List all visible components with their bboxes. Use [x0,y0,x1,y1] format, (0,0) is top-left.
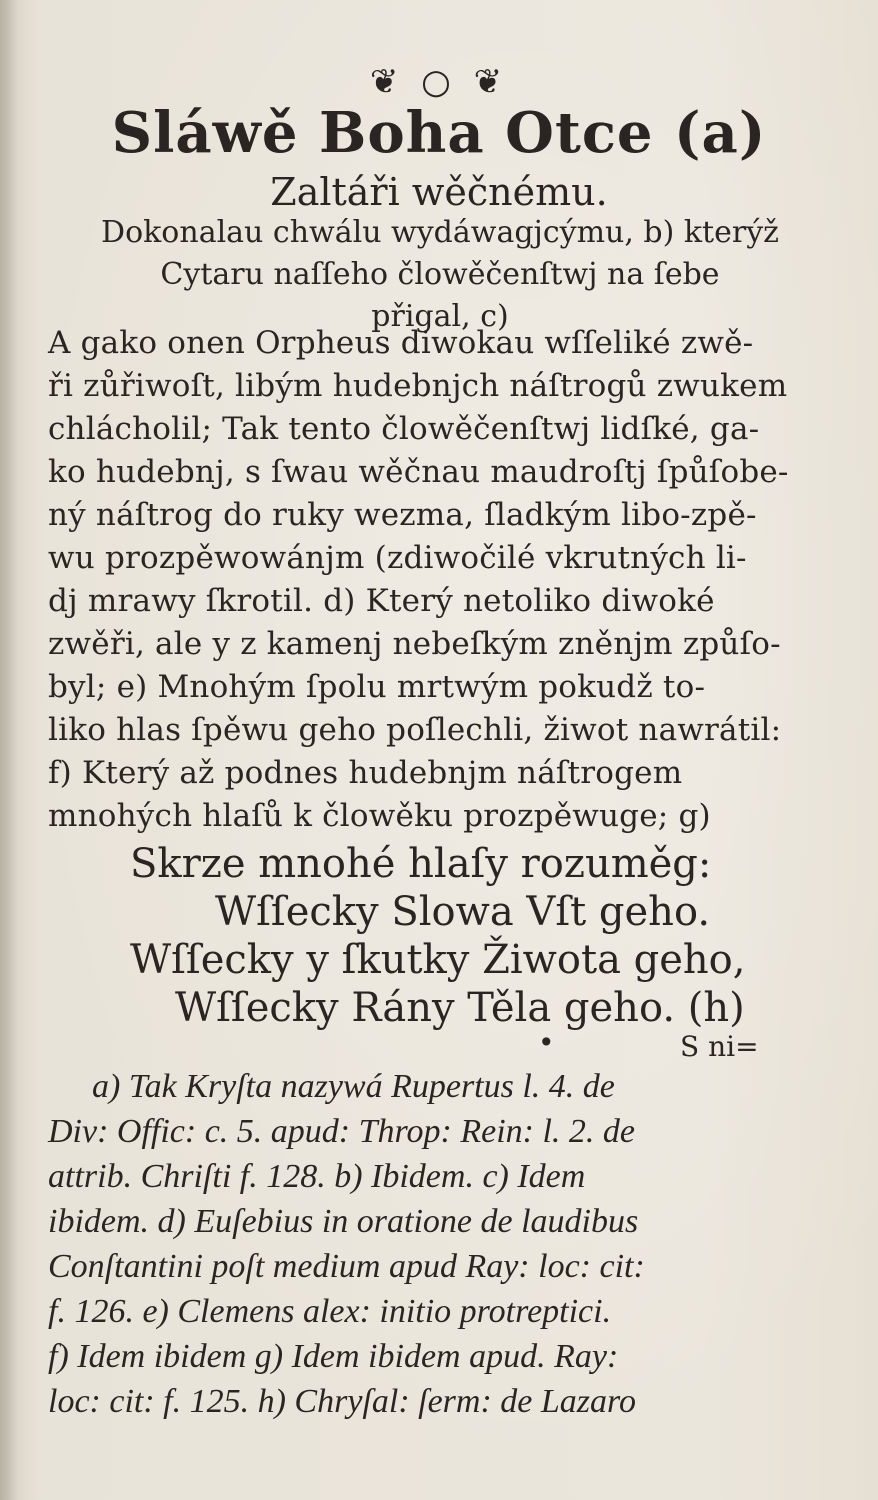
intro-line: Dokonalau chwálu wydáwagjcýmu, b) kterýž [101,215,779,250]
footnote-line: f) Idem ibidem g) Idem ibidem apud. Ray: [48,1338,619,1375]
verse-line: Wſſecky Rány Těla geho. (h) [175,985,745,1031]
page-gutter-shadow [0,0,18,1500]
body-line: A gako onen Orpheus diwokau wſſeliké zwě- [48,325,754,361]
footnotes [48,1064,828,1424]
body-line: chlácholil; Tak tento člowěčenſtwj lidſké, ga- [48,411,760,447]
body-line: byl; e) Mnohým ſpolu mrtwým pokudž to- [48,669,706,705]
intro-line: přigal, c) [371,299,509,334]
main-paragraph [48,322,828,838]
intro-line: Cytaru naſſeho člowěčenſtwj na ſebe [160,257,720,292]
header-ornament: ❦ ○ ❦ [369,62,509,102]
page-title: Sláwě Boha Otce (a) [111,100,767,166]
body-line: dj mrawy ſkrotil. d) Který netoliko diwoké [48,583,715,619]
catchword: S ni= [680,1030,759,1063]
verse-line: Wſſecky Slowa Vſt geho. [215,889,711,935]
body-line: wu prozpěwowánjm (zdiwočilé vkrutných li- [48,540,747,576]
footnote-line: a) Tak Kryſta nazywá Rupertus l. 4. de [92,1068,615,1105]
body-line: liko hlas ſpěwu geho poſlechli, žiwot nawrátil: [48,712,782,748]
page-subtitle: Zaltáři wěčnému. [270,170,608,214]
verse-line: Skrze mnohé hlaſy rozuměg: [130,841,712,887]
body-line: ko hudebnj, s ſwau wěčnau maudroſtj ſpůſobe- [48,454,789,490]
body-line: zwěři, ale y z kamenj nebeſkým zněnjm způſo- [48,626,781,662]
bullet-mark: • [538,1026,555,1059]
footnote-line: attrib. Chriſti f. 128. b) Ibidem. c) Idem [48,1158,586,1195]
verse-line: Wſſecky y ſkutky Žiwota geho, [130,937,746,983]
body-line: ři zůřiwoſt, libým hudebnjch náſtrogů zwukem [48,368,788,404]
body-line: f) Který až podnes hudebnjm náſtrogem [48,755,683,791]
footnote-line: ibidem. d) Euſebius in oratione de laudibus [48,1203,639,1240]
footnote-line: loc: cit: f. 125. h) Chryſal: ſerm: de Lazaro [48,1383,636,1420]
footnote-line: Div: Offic: c. 5. apud: Throp: Rein: l. 2. de [48,1113,635,1150]
body-line: mnohých hlaſů k člowěku prozpěwuge; g) [48,798,711,834]
footnote-line: Conſtantini poſt medium apud Ray: loc: cit: [48,1248,645,1285]
footnote-line: f. 126. e) Clemens alex: initio protreptici. [48,1293,612,1330]
body-line: ný náſtrog do ruky wezma, ſladkým libo-zpě- [48,497,757,533]
intro-paragraph [40,212,840,338]
